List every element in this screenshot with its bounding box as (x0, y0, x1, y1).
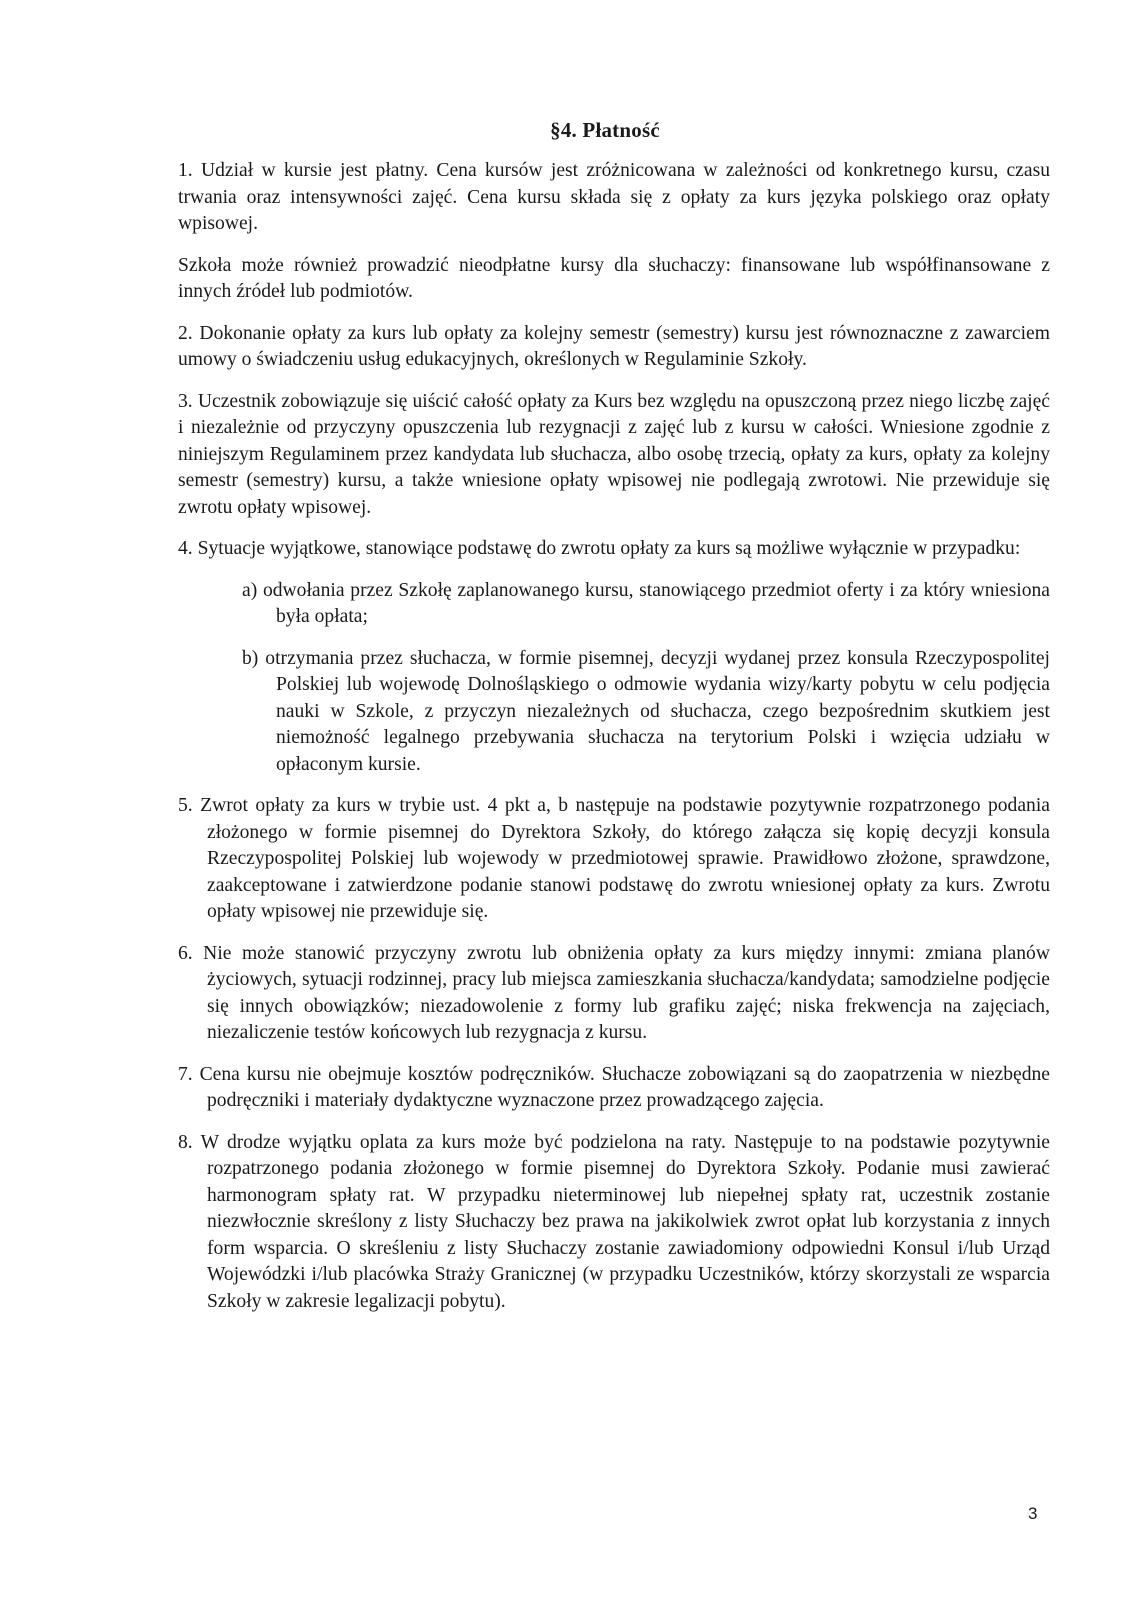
paragraph-4-item-a: a) odwołania przez Szkołę zaplanowanego kursu, stanowiącego przedmiot oferty i za który wniesiona była opłata; (242, 579, 1050, 627)
paragraph-6: 6. Nie może stanowić przyczyny zwrotu lub obniżenia opłaty za kurs między innymi: zmiana planów życiowych, sytuacji rodzinnej, pracy lub miejsca zamieszkania słuchacza/kandydata; samodzielne podjęcie się innych obowiązków; niezadowolenie z formy lub grafiku zajęć; niska frekwencja na zajęciach, niezaliczenie testów końcowych lub rezygnacja z kursu. (178, 942, 1050, 1043)
paragraph-2: 2. Dokonanie opłaty za kurs lub opłaty za kolejny semestr (semestry) kursu jest równoznaczne z zawarciem umowy o świadczeniu usług edukacyjnych, określonych w Regulaminie Szkoły. (178, 322, 1050, 370)
paragraph-5: 5. Zwrot opłaty za kurs w trybie ust. 4 pkt a, b następuje na podstawie pozytywnie rozpatrzonego podania złożonego w formie pisemnej do Dyrektora Szkoły, do którego załącza się kopię decyzji konsula Rzeczypospolitej Polskiej lub wojewody w przedmiotowej sprawie. Prawidłowo złożone, sprawdzone, zaakceptowane i zatwierdzone podanie stanowi podstawę do zwrotu wniesionej opłaty za kurs. Zwrotu opłaty wpisowej nie przewiduje się. (178, 795, 1050, 922)
paragraph-7: 7. Cena kursu nie obejmuje kosztów podręczników. Słuchacze zobowiązani są do zaopatrzenia w niezbędne podręczniki i materiały dydaktyczne wyznaczone przez prowadzącego zajęcia. (178, 1063, 1050, 1111)
document-body (178, 158, 1050, 1330)
paragraph-3: 3. Uczestnik zobowiązuje się uiścić całość opłaty za Kurs bez względu na opuszczoną przez niego liczbę zajęć i niezależnie od przyczyny opuszczenia lub rezygnacji z zajęć lub z kursu w całości. Wniesione zgodnie z niniejszym Regulaminem przez kandydata lub słuchacza, albo osobę trzecią, opłaty za kurs, opłaty za kolejny semestr (semestry) kursu, a także wniesione opłaty wpisowej nie podlegają zwrotowi. Nie przewiduje się zwrotu opłaty wpisowej. (178, 390, 1050, 518)
paragraph-8: 8. W drodze wyjątku oplata za kurs może być podzielona na raty. Następuje to na podstawie pozytywnie rozpatrzonego podania złożonego w formie pisemnej do Dyrektora Szkoły. Podanie musi zawierać harmonogram spłaty rat. W przypadku nieterminowej lub niepełnej spłaty rat, uczestnik zostanie niezwłocznie skreślony z listy Słuchaczy bez prawa na jakikolwiek zwrot opłat lub korzystania z innych form wsparcia. O skreśleniu z listy Słuchaczy zostanie zawiadomiony odpowiedni Konsul i/lub Urząd Wojewódzki i/lub placówka Straży Granicznej (w przypadku Uczestników, którzy skorzystali ze wsparcia Szkoły w zakresie legalizacji pobytu). (178, 1131, 1050, 1312)
section-title: §4. Płatność (550, 118, 660, 142)
page-number: 3 (1028, 1504, 1038, 1523)
paragraph-4-item-b: b) otrzymania przez słuchacza, w formie pisemnej, decyzji wydanej przez konsula Rzeczypospolitej Polskiej lub wojewodę Dolnośląskiego o odmowie wydania wizy/karty pobytu w celu podjęcia nauki w Szkole, z przyczyn niezależnych od słuchacza, czego bezpośrednim skutkiem jest niemożność legalnego przebywania słuchacza na terytorium Polski i wzięcia udziału w opłaconym kursie. (242, 647, 1050, 775)
paragraph-1-note: Szkoła może również prowadzić nieodpłatne kursy dla słuchaczy: finansowane lub współfinansowane z innych źródeł lub podmiotów. (178, 254, 1050, 302)
paragraph-1: 1. Udział w kursie jest płatny. Cena kursów jest zróżnicowana w zależności od konkretnego kursu, czasu trwania oraz intensywności zajęć. Cena kursu składa się z opłaty za kurs języka polskiego oraz opłaty wpisowej. (178, 160, 1050, 234)
paragraph-4: 4. Sytuacje wyjątkowe, stanowiące podstawę do zwrotu opłaty za kurs są możliwe wyłącznie w przypadku: (178, 538, 1021, 559)
